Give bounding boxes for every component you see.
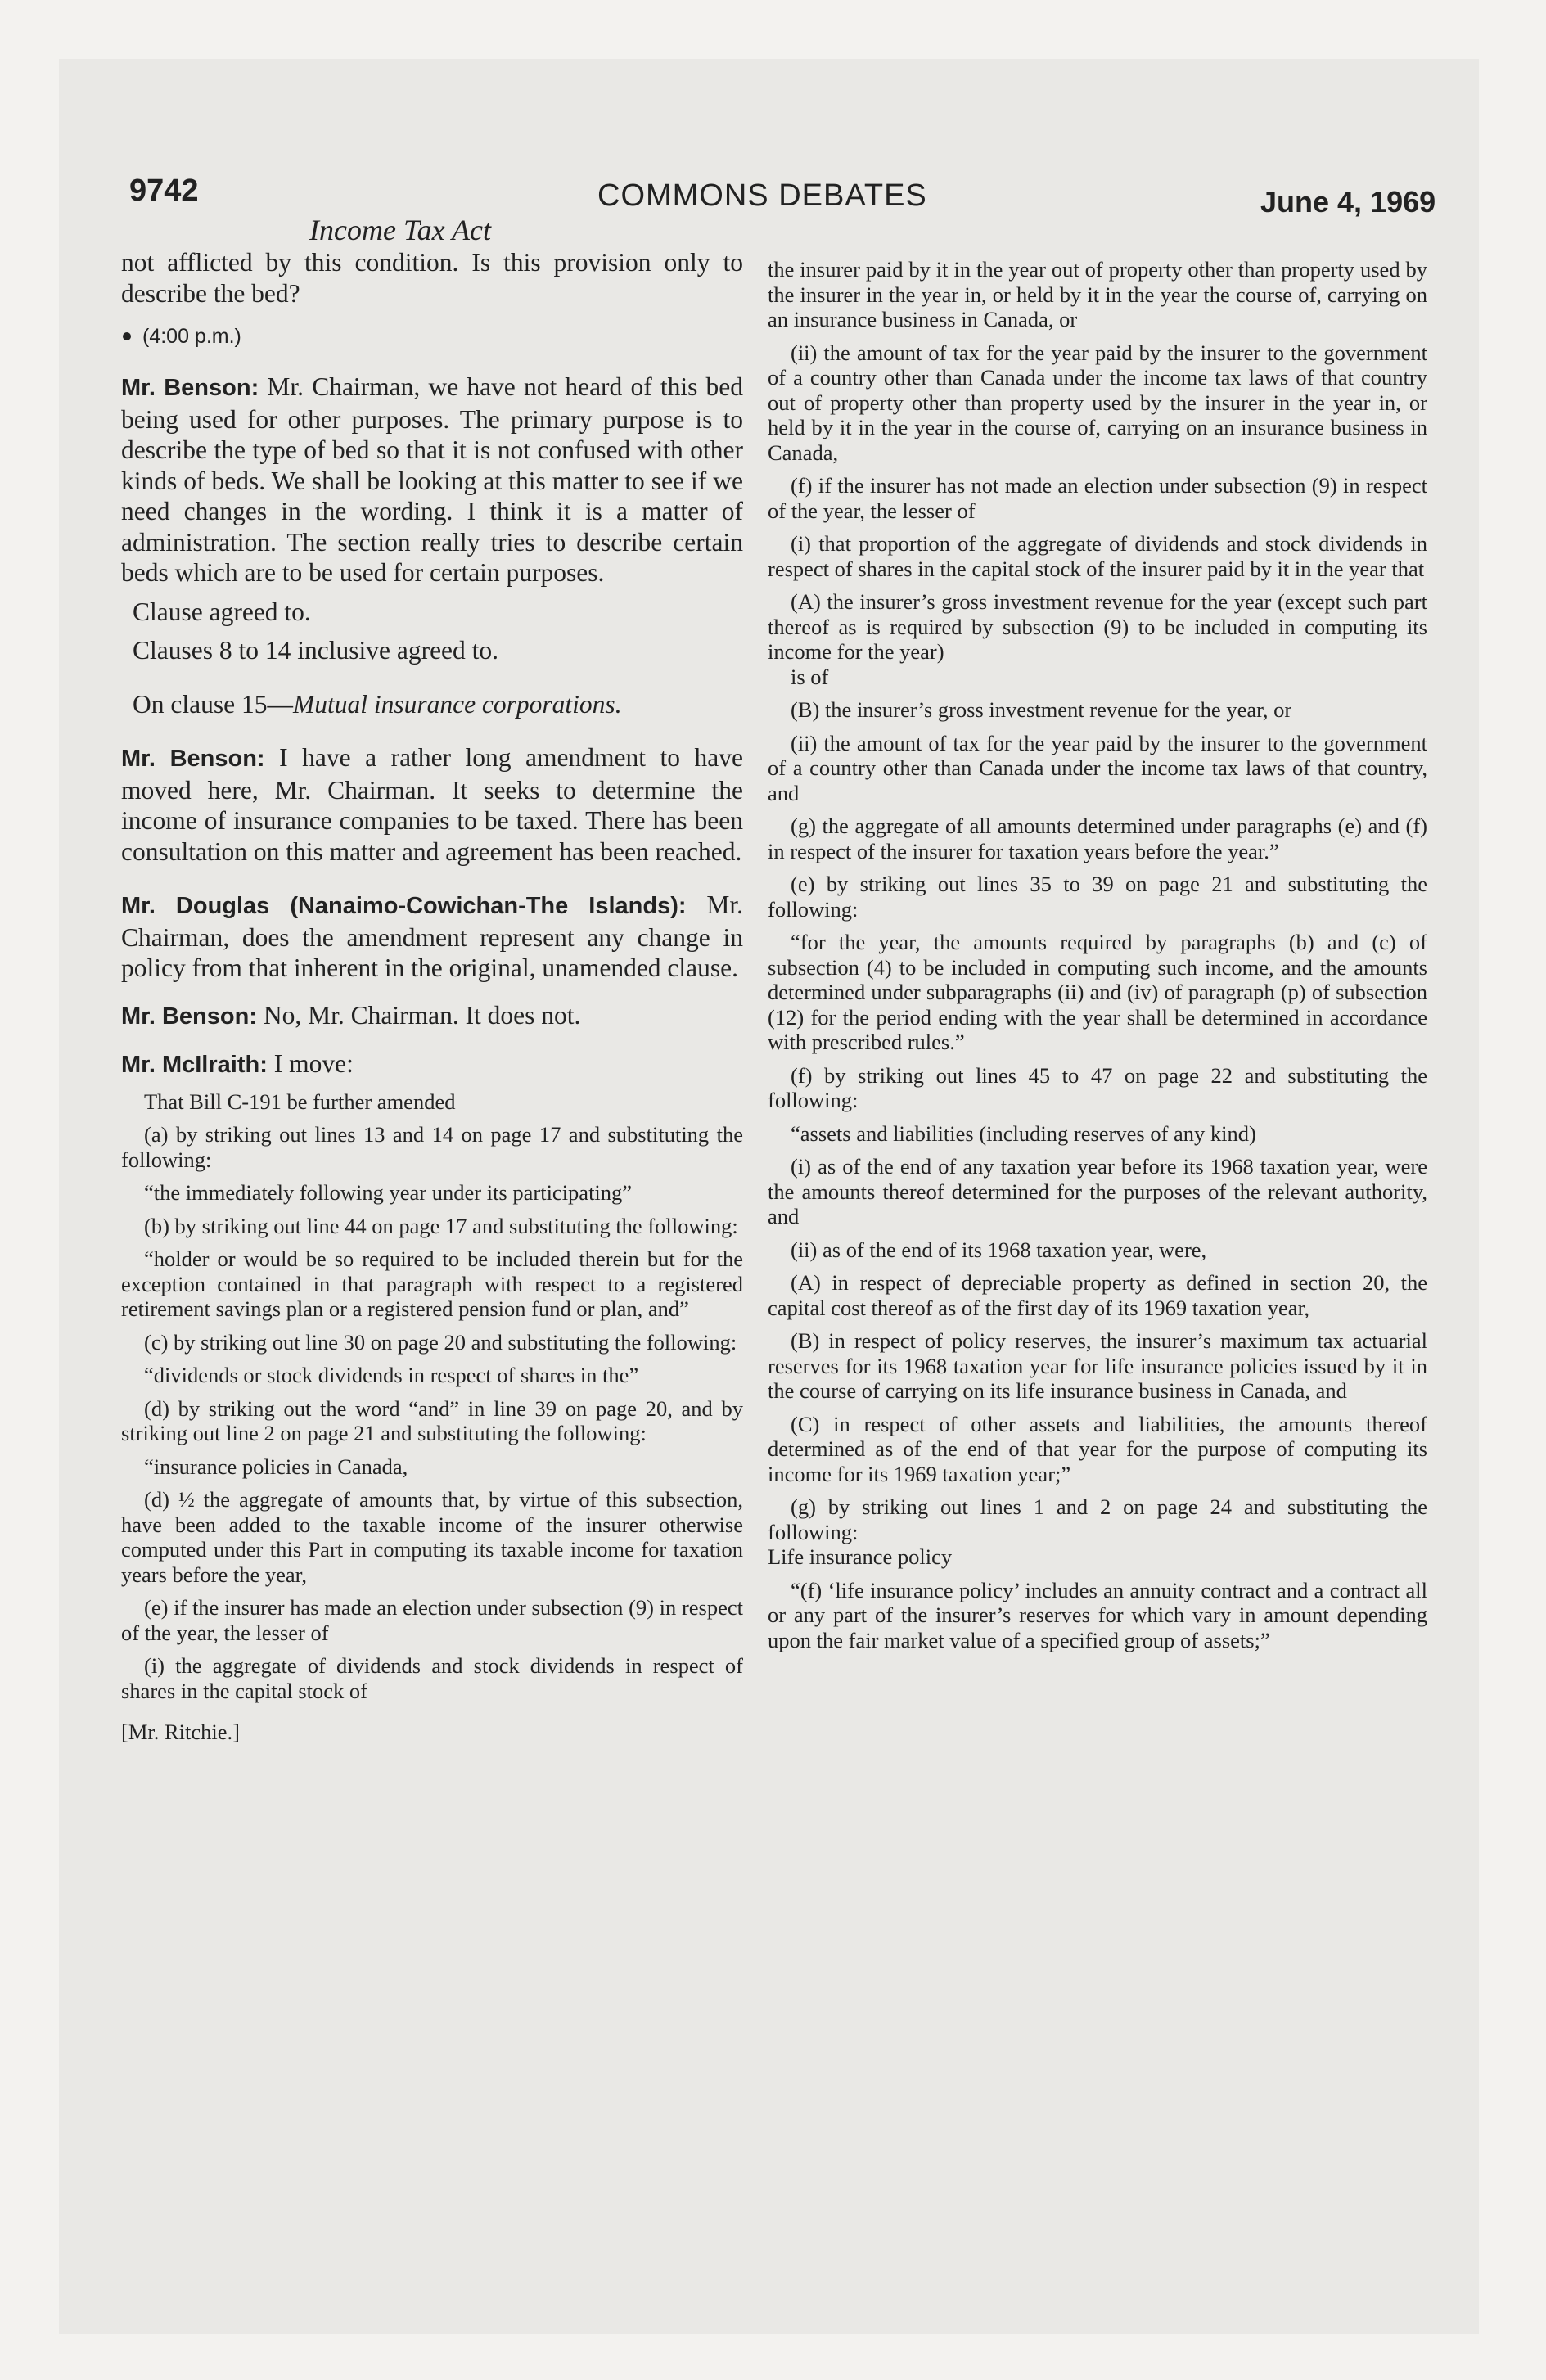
motion-line: (f) if the insurer has not made an election under subsection (9) in respect of the year, the lesser of	[768, 473, 1427, 523]
motion-line: (i) that proportion of the aggregate of dividends and stock dividends in respect of shares in the capital stock of the insurer paid by it in the year that	[768, 531, 1427, 581]
speaker-name: Mr. Benson:	[121, 746, 265, 772]
motion-line: “for the year, the amounts required by paragraphs (b) and (c) of subsection (4) to be included in computing such income, and the amounts determined under subparagraphs (ii) and (iv) of paragraph (p) of subsection (12) for the period ending with the year shall be determined in accordance with prescribed rules.”	[768, 930, 1427, 1054]
clause-heading	[121, 689, 743, 720]
motion-line: (B) in respect of policy reserves, the insurer’s maximum tax actuarial reserves for its 1968 taxation year for life insurance policies issued by it in the course of carrying on its life insurance business in Canada, and	[768, 1328, 1427, 1403]
right-column	[768, 257, 1427, 1652]
speaker-name: Mr. Benson:	[121, 1003, 257, 1030]
motion-line: (A) in respect of depreciable property as defined in section 20, the capital cost thereof as of the first day of its 1969 taxation year,	[768, 1270, 1427, 1320]
speech	[121, 1048, 743, 1081]
publication-title: COMMONS DEBATES	[597, 178, 927, 213]
time-label: (4:00 p.m.)	[142, 325, 241, 348]
speech-text: I move:	[267, 1049, 354, 1078]
motion-line: (i) the aggregate of dividends and stock dividends in respect of shares in the capital stock of	[121, 1653, 743, 1703]
motion-line: That Bill C-191 be further amended	[144, 1089, 456, 1114]
page-subject: Income Tax Act	[309, 214, 491, 246]
speech	[121, 890, 743, 984]
motion-line: (i) as of the end of any taxation year before its 1968 taxation year, were the amounts thereof determined for the purposes of the relevant authority, and	[768, 1154, 1427, 1228]
speech-text: Mr. Chairman, does the amendment represent any change in policy from that inherent in the original, unamended clause.	[121, 890, 743, 982]
clause-title: Mutual insurance corporations.	[292, 689, 622, 719]
margin-note: Life insurance policy	[768, 1544, 953, 1569]
clause-prefix: On clause 15—	[133, 689, 293, 719]
motion-line: (f) by striking out lines 45 to 47 on page 22 and substituting the following:	[768, 1062, 1427, 1112]
motion-line: (g) by striking out lines 1 and 2 on page 24 and substituting the following:	[768, 1494, 1427, 1544]
procedural-note: Clauses 8 to 14 inclusive agreed to.	[133, 636, 499, 665]
motion-line: “insurance policies in Canada,	[144, 1454, 408, 1479]
speech	[121, 742, 743, 867]
page-number: 9742	[129, 174, 199, 208]
timestamp	[121, 325, 743, 349]
motion-line: “(f) ‘life insurance policy’ includes an annuity contract and a contract all or any part of the insurer’s reserves for which vary in amount depending upon the fair market value of a specified group of assets;”	[768, 1577, 1427, 1652]
paragraph: not afflicted by this condition. Is this provision only to describe the bed?	[121, 248, 743, 308]
speech	[121, 1000, 743, 1033]
speech-text: I have a rather long amendment to have moved here, Mr. Chairman. It seeks to determine the income of insurance companies to be taxed. There has been consultation on this matter and agreement has been reached.	[121, 743, 743, 866]
motion-line: the insurer paid by it in the year out of property other than property used by the insurer in the year in, or held by it in the year the course of, carrying on an insurance business in Canada, or	[768, 257, 1427, 331]
motion-line: (d) by striking out the word “and” in line 39 on page 20, and by striking out line 2 on page 21 and substituting the following:	[121, 1395, 743, 1445]
motion-line: (g) the aggregate of all amounts determined under paragraphs (e) and (f) in respect of the insurer for taxation years before the year.”	[768, 814, 1427, 863]
speech	[121, 372, 743, 588]
motion-line: (b) by striking out line 44 on page 17 and substituting the following:	[144, 1213, 738, 1238]
motion-line: (c) by striking out line 30 on page 20 and substituting the following:	[144, 1329, 737, 1355]
publication-date: June 4, 1969	[1260, 185, 1436, 219]
motion-line: “the immediately following year under its participating”	[144, 1180, 633, 1205]
speaker-name: Mr. McIlraith:	[121, 1052, 268, 1078]
motion-line: (e) if the insurer has made an election under subsection (9) in respect of the year, the lesser of	[121, 1595, 743, 1645]
motion-line: “assets and liabilities (including reserves of any kind)	[791, 1120, 1256, 1146]
motion-line: (d) ½ the aggregate of amounts that, by virtue of this subsection, have been added to the taxable income of the insurer otherwise computed under this Part in computing its taxable income for taxation years before the year,	[121, 1487, 743, 1587]
motion-line: “dividends or stock dividends in respect of shares in the”	[144, 1363, 639, 1387]
speech-text: Mr. Chairman, we have not heard of this bed being used for other purposes. The primary purpose is to describe the type of bed so that it is not confused with other kinds of beds. We shall be looking at this matter to see if we need changes in the wording. I think it is a matter of administration. The section really tries to describe certain beds which are to be used for certain purposes.	[121, 372, 743, 587]
motion-line: (A) the insurer’s gross investment revenue for the year (except such part thereof as is required by subsection (9) to be included in computing its income for the year)	[768, 589, 1427, 664]
motion-line: (ii) the amount of tax for the year paid by the insurer to the government of a country other than Canada under the income tax laws of that country out of property other than property used by the insurer in the year in, or held by it in the year in the course of, carrying on an insurance business in Canada,	[768, 340, 1427, 465]
motion-line: “holder or would be so required to be included therein but for the exception contained in that paragraph with respect to a registered retirement savings plan or a registered pension fund or plan, and”	[121, 1246, 743, 1321]
motion-line: is of	[791, 664, 829, 689]
motion-line: (a) by striking out lines 13 and 14 on page 17 and substituting the following:	[121, 1122, 743, 1172]
motion-line: (e) by striking out lines 35 to 39 on page 21 and substituting the following:	[768, 872, 1427, 922]
page-footer: [Mr. Ritchie.]	[121, 1720, 240, 1744]
speaker-name: Mr. Benson:	[121, 375, 259, 401]
motion-line: (B) the insurer’s gross investment revenue for the year, or	[791, 697, 1292, 722]
motion-line: (ii) as of the end of its 1968 taxation year, were,	[791, 1237, 1207, 1262]
motion-line: (ii) the amount of tax for the year paid by the insurer to the government of a country other than Canada under the income tax laws of that country, and	[768, 730, 1427, 805]
speech-text: No, Mr. Chairman. It does not.	[256, 1000, 581, 1030]
procedural-note: Clause agreed to.	[133, 597, 311, 626]
motion-line: (C) in respect of other assets and liabilities, the amounts thereof determined as of the end of that year for the purpose of computing its income for its 1969 taxation year;”	[768, 1411, 1427, 1486]
bullet-icon	[123, 332, 131, 340]
left-column	[121, 247, 743, 1745]
speaker-name: Mr. Douglas (Nanaimo-Cowichan-The Islands):	[121, 893, 687, 919]
